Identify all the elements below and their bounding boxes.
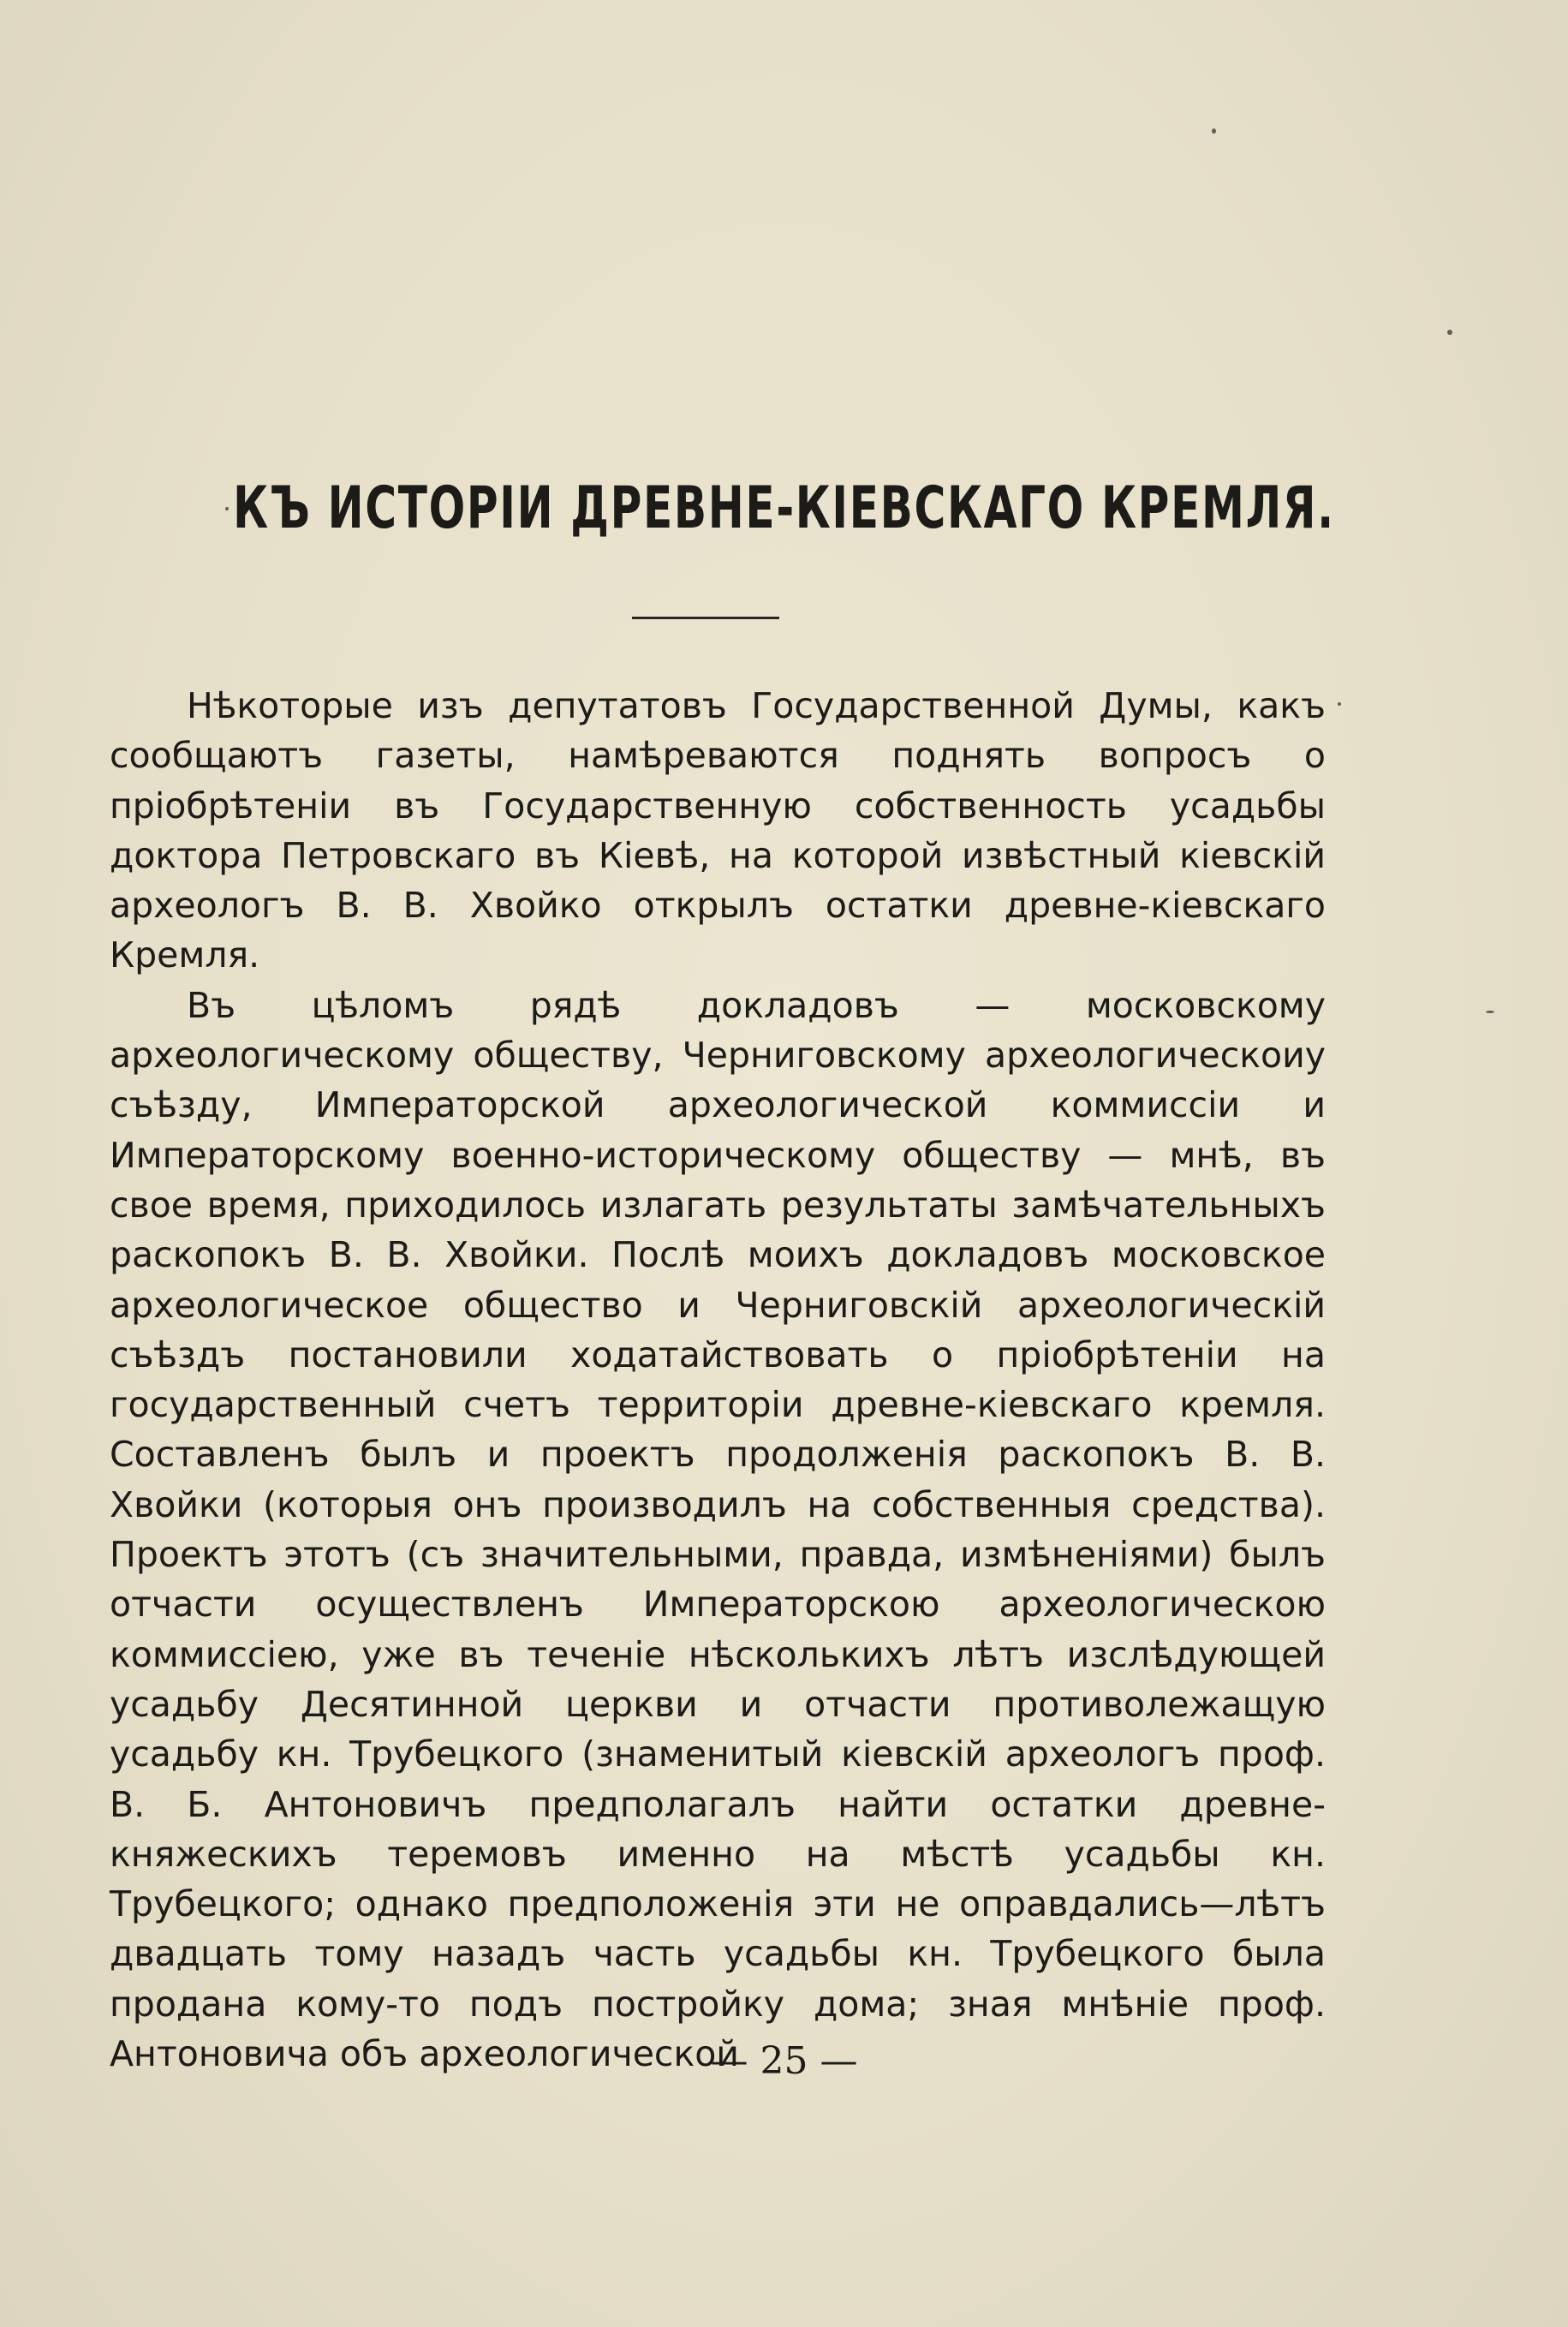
- paper-speck: [1338, 702, 1341, 706]
- paper-speck: [225, 507, 229, 510]
- title-divider: [632, 617, 779, 619]
- paper-speck: [1486, 1011, 1494, 1013]
- page-number: — 25 —: [710, 2039, 858, 2083]
- paragraph-1: Нѣкоторые изъ депутатовъ Государственной Думы, какъ сообщаютъ газеты, намѣреваются поднять вопросъ о пріобрѣтеніи въ Государственную собственность усадьбы доктора Петровскаго въ Кіевѣ, на которой извѣстный кіевскій археологъ В. В. Хвойко открылъ остатки древне-кіевскаго Кремля.: [110, 685, 1326, 976]
- body-text: [110, 681, 1326, 2079]
- paper-speck: [1447, 330, 1452, 335]
- paper-speck: [1212, 128, 1216, 134]
- page-title: КЪ ИСТОРІИ ДРЕВНЕ-КІЕВСКАГО КРЕМЛЯ.: [233, 474, 1335, 542]
- paragraph-2: Въ цѣломъ рядѣ докладовъ — московскому археологическому обществу, Черниговскому археологическоиу съѣзду, Императорской археологической коммиссіи и Императорскому военно-историческому обществу — мнѣ, въ свое время, приходилось излагать результаты замѣчательныхъ раскопокъ В. В. Хвойки. Послѣ моихъ докладовъ московское археологическое общество и Черниговскій археологическій съѣздъ постановили ходатайствовать о пріобрѣтеніи на государственный счетъ территоріи древне-кіевскаго кремля. Составленъ былъ и проектъ продолженія раскопокъ В. В. Хвойки (которыя онъ производилъ на собственныя средства). Проектъ этотъ (съ значительными, правда, измѣненіями) былъ отчасти осуществленъ Императорскою археологическою коммиссіею, уже въ теченіе нѣсколькихъ лѣтъ изслѣдующей усадьбу Десятинной церкви и отчасти противолежащую усадьбу кн. Трубецкого (знаменитый кіевскій археологъ проф. В. Б. Антоновичъ предполагалъ найти остатки древне-княжескихъ теремовъ именно на мѣстѣ усадьбы кн. Трубецкого; однако предположенія эти не оправдались—лѣтъ двадцать тому назадъ часть усадьбы кн. Трубецкого была продана кому-то подъ постройку дома; зная мнѣніе проф. Антоновича объ археологической: [110, 984, 1326, 2075]
